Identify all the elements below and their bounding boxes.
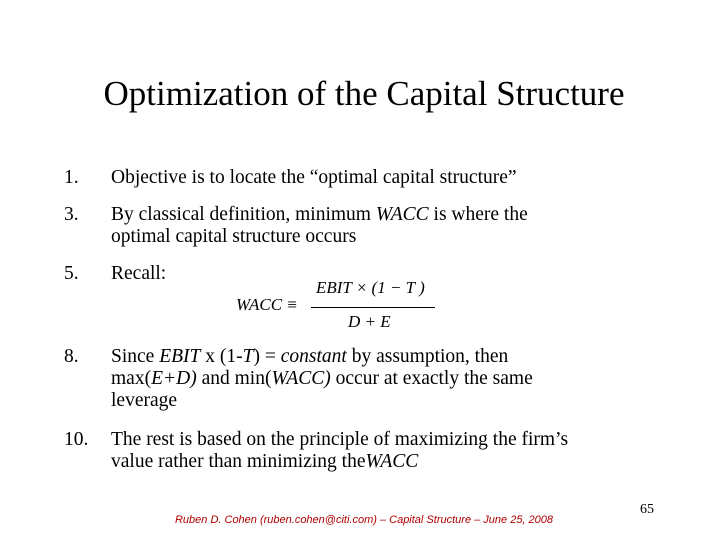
- footer-text: Ruben D. Cohen (ruben.cohen@citi.com) – Capital Structure – June 25, 2008: [174, 514, 554, 526]
- item-text: Recall:: [111, 263, 167, 284]
- item-text: Since EBIT x (1-T) = constant by assumption, then max(E+D) and min(WACC) occur at exactly the same leverage: [111, 346, 533, 411]
- item-text: Objective is to locate the “optimal capital structure”: [111, 167, 517, 188]
- item-number: 1.: [64, 167, 79, 188]
- item-number: 10.: [64, 429, 89, 450]
- page-number: 65: [640, 502, 654, 517]
- item-number: 3.: [64, 204, 79, 225]
- item-number: 8.: [64, 346, 79, 367]
- equation-numerator: EBIT × (1 − T ): [316, 278, 425, 297]
- item-text: By classical definition, minimum WACC is where the optimal capital structure occurs: [111, 204, 528, 247]
- wacc-equation: [236, 278, 476, 338]
- fraction-bar: [311, 307, 435, 308]
- equation-denominator: D + E: [348, 312, 391, 331]
- item-number: 5.: [64, 263, 79, 284]
- equation-lhs: WACC ≡: [236, 295, 298, 314]
- item-text: The rest is based on the principle of maximizing the firm’s value rather than minimizing theWACC: [111, 429, 569, 472]
- slide-title: Optimization of the Capital Structure: [103, 74, 625, 113]
